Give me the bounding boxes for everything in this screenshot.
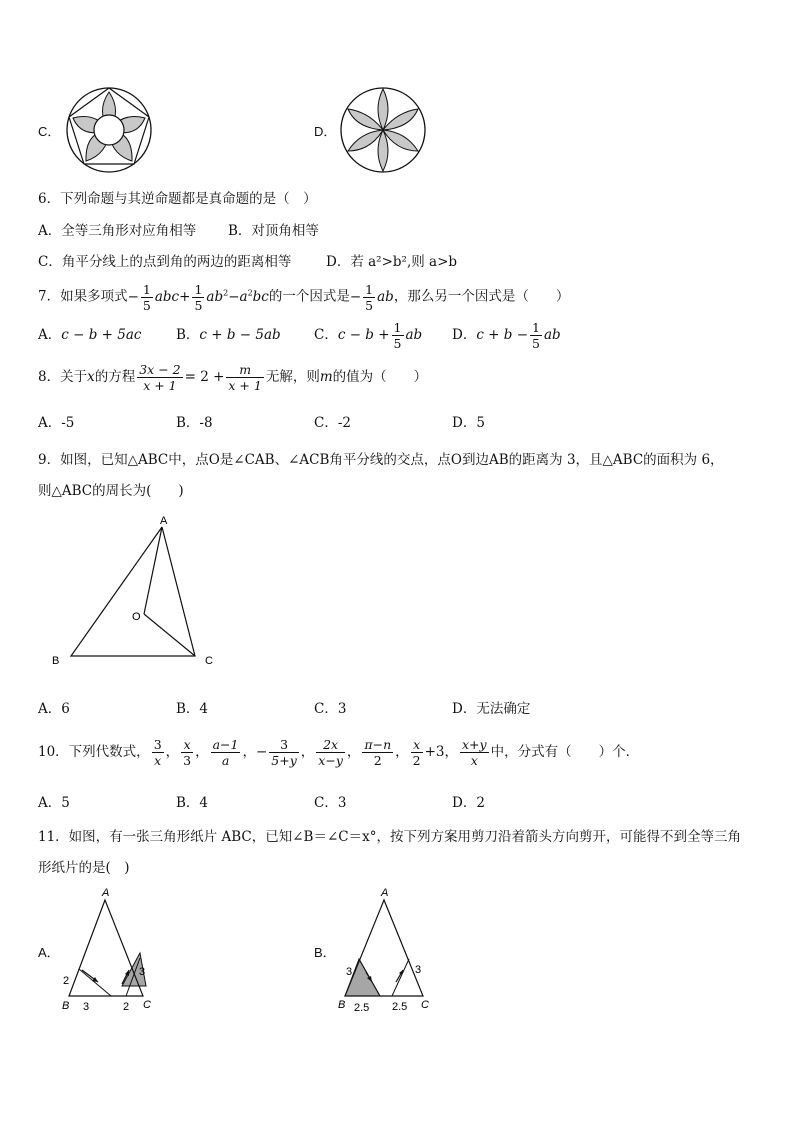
q11-stem-line2: 形纸片的是( ) [38, 860, 130, 876]
q9-option-d: D．无法确定 [452, 701, 531, 717]
q7-prefix: 7．如果多项式 [38, 288, 128, 305]
q9-label-a: A [160, 515, 168, 527]
q7-option-a: A．c − b + 5ac [38, 327, 142, 343]
q10-option-b: B．4 [176, 795, 209, 811]
q8-equation: $\frac{3x - 2}{x + 1}$ = 2 + $\frac{m}{x + 1}$ [139, 362, 262, 393]
q11a-right: 3 [139, 966, 146, 978]
q8-option-a: A．-5 [38, 415, 75, 431]
q5-option-c-figure [62, 85, 160, 175]
q10-option-a: A．5 [38, 795, 70, 811]
q7-option-d: D．c + b − $\frac{1}{5}$ ab [452, 320, 561, 351]
q9-stem-line2: 则△ABC的周长为( ) [38, 483, 184, 499]
q8-option-d: D．5 [452, 415, 485, 431]
q11b-right: 3 [415, 964, 422, 976]
q11a-left: 2 [63, 975, 70, 987]
q11-stem-line1: 11．如图，有一张三角形纸片 ABC，已知∠B＝∠C＝x°，按下列方案用剪刀沿着箭头方向剪开，可能得不到全等三角 [38, 829, 741, 845]
q7-suffix: ，那么另一个因式是（ ） [393, 288, 570, 305]
q9-option-c: C．3 [314, 701, 347, 717]
q9-label-b: B [52, 655, 60, 667]
q11b-b1: 2.5 [354, 1002, 370, 1014]
q7-mid: 的一个因式是 [268, 288, 350, 305]
q5-option-d-label: D． [314, 124, 337, 139]
q10-expressions: $\frac{3}{x}$ ， $\frac{x}{3}$ ， $\frac{a-1}{a}$ ，− $\frac{3}{5+y}$ ， $\frac{2x}{x-y}$ ， $\frac{\pi-n}{2}$ ， $\frac{x}{2}$ +3， $\frac{x+y}{x}$ [153, 737, 487, 768]
q7-option-c: C．c − b + $\frac{1}{5}$ ab [314, 320, 423, 351]
q5-option-c-label: C． [38, 124, 61, 139]
q6-option-d: D．若 a²>b²,则 a>b [326, 254, 458, 270]
q9-stem-line1: 9．如图，已知△ABC中，点O是∠CAB、∠ACB角平分线的交点，点O到边AB的距离为 3，且△ABC的面积为 6， [38, 452, 724, 468]
q11a-b2: 2 [123, 1001, 130, 1013]
q11b-label-b: B [338, 999, 346, 1011]
q11b-b2: 2.5 [392, 1001, 408, 1013]
q6-option-a: A．全等三角形对应角相等 [38, 223, 197, 239]
q11a-label-b: B [62, 1000, 70, 1012]
q6-option-b: B．对顶角相等 [228, 223, 319, 239]
q11-option-a-label: A． [38, 945, 60, 960]
q6-stem: 6．下列命题与其逆命题都是真命题的是（ ） [38, 191, 317, 207]
q11b-label-c: C [421, 999, 429, 1011]
q7-stem [38, 276, 569, 314]
q11a-label-c: C [143, 999, 151, 1011]
q8-option-b: B．-8 [176, 415, 213, 431]
q6-option-c: C．角平分线上的点到角的两边的距离相等 [38, 254, 292, 270]
q11-option-b-figure [336, 884, 440, 1014]
q11a-label-a: A [102, 887, 110, 899]
q7-option-b: B．c + b − 5ab [176, 327, 281, 343]
q11a-b1: 3 [83, 1001, 90, 1013]
q10-stem: 10．下列代数式， $\frac{3}{x}$ ， $\frac{x}{3}$ ， $\frac{a-1}{a}$ ，− $\frac{3}{5+y}$ ， $\frac{2x}{x-y}$ ， $\frac{\pi-n}{2}$ ， $\frac{x}{2}$ +3， $\frac{x+y}{x}$ 中，分式有（ ）个． [38, 737, 640, 768]
q9-label-o: O [132, 611, 141, 623]
q10-option-d: D．2 [452, 795, 485, 811]
q10-option-c: C．3 [314, 795, 347, 811]
q11b-label-a: A [381, 887, 389, 899]
q11-option-b-label: B． [314, 945, 336, 960]
q7-polynomial: − $\frac{1}{5}$ abc+ $\frac{1}{5}$ $ab^2-a^2bc$ [127, 281, 269, 313]
q7-factor: − $\frac{1}{5}$ ab [349, 281, 394, 313]
q9-option-b: B．4 [176, 701, 209, 717]
q9-label-c: C [205, 655, 213, 667]
q11b-left: 3 [346, 966, 353, 978]
q8-stem: 8．关于x的方程 $\frac{3x - 2}{x + 1}$ = 2 + $\frac{m}{x + 1}$ 无解，则m的值为（ ） [38, 362, 428, 393]
q9-option-a: A．6 [38, 701, 70, 717]
q8-option-c: C．-2 [314, 415, 351, 431]
q11-option-a-figure [56, 884, 160, 1014]
q5-option-d-figure [338, 85, 430, 175]
q9-triangle-figure [44, 510, 234, 670]
